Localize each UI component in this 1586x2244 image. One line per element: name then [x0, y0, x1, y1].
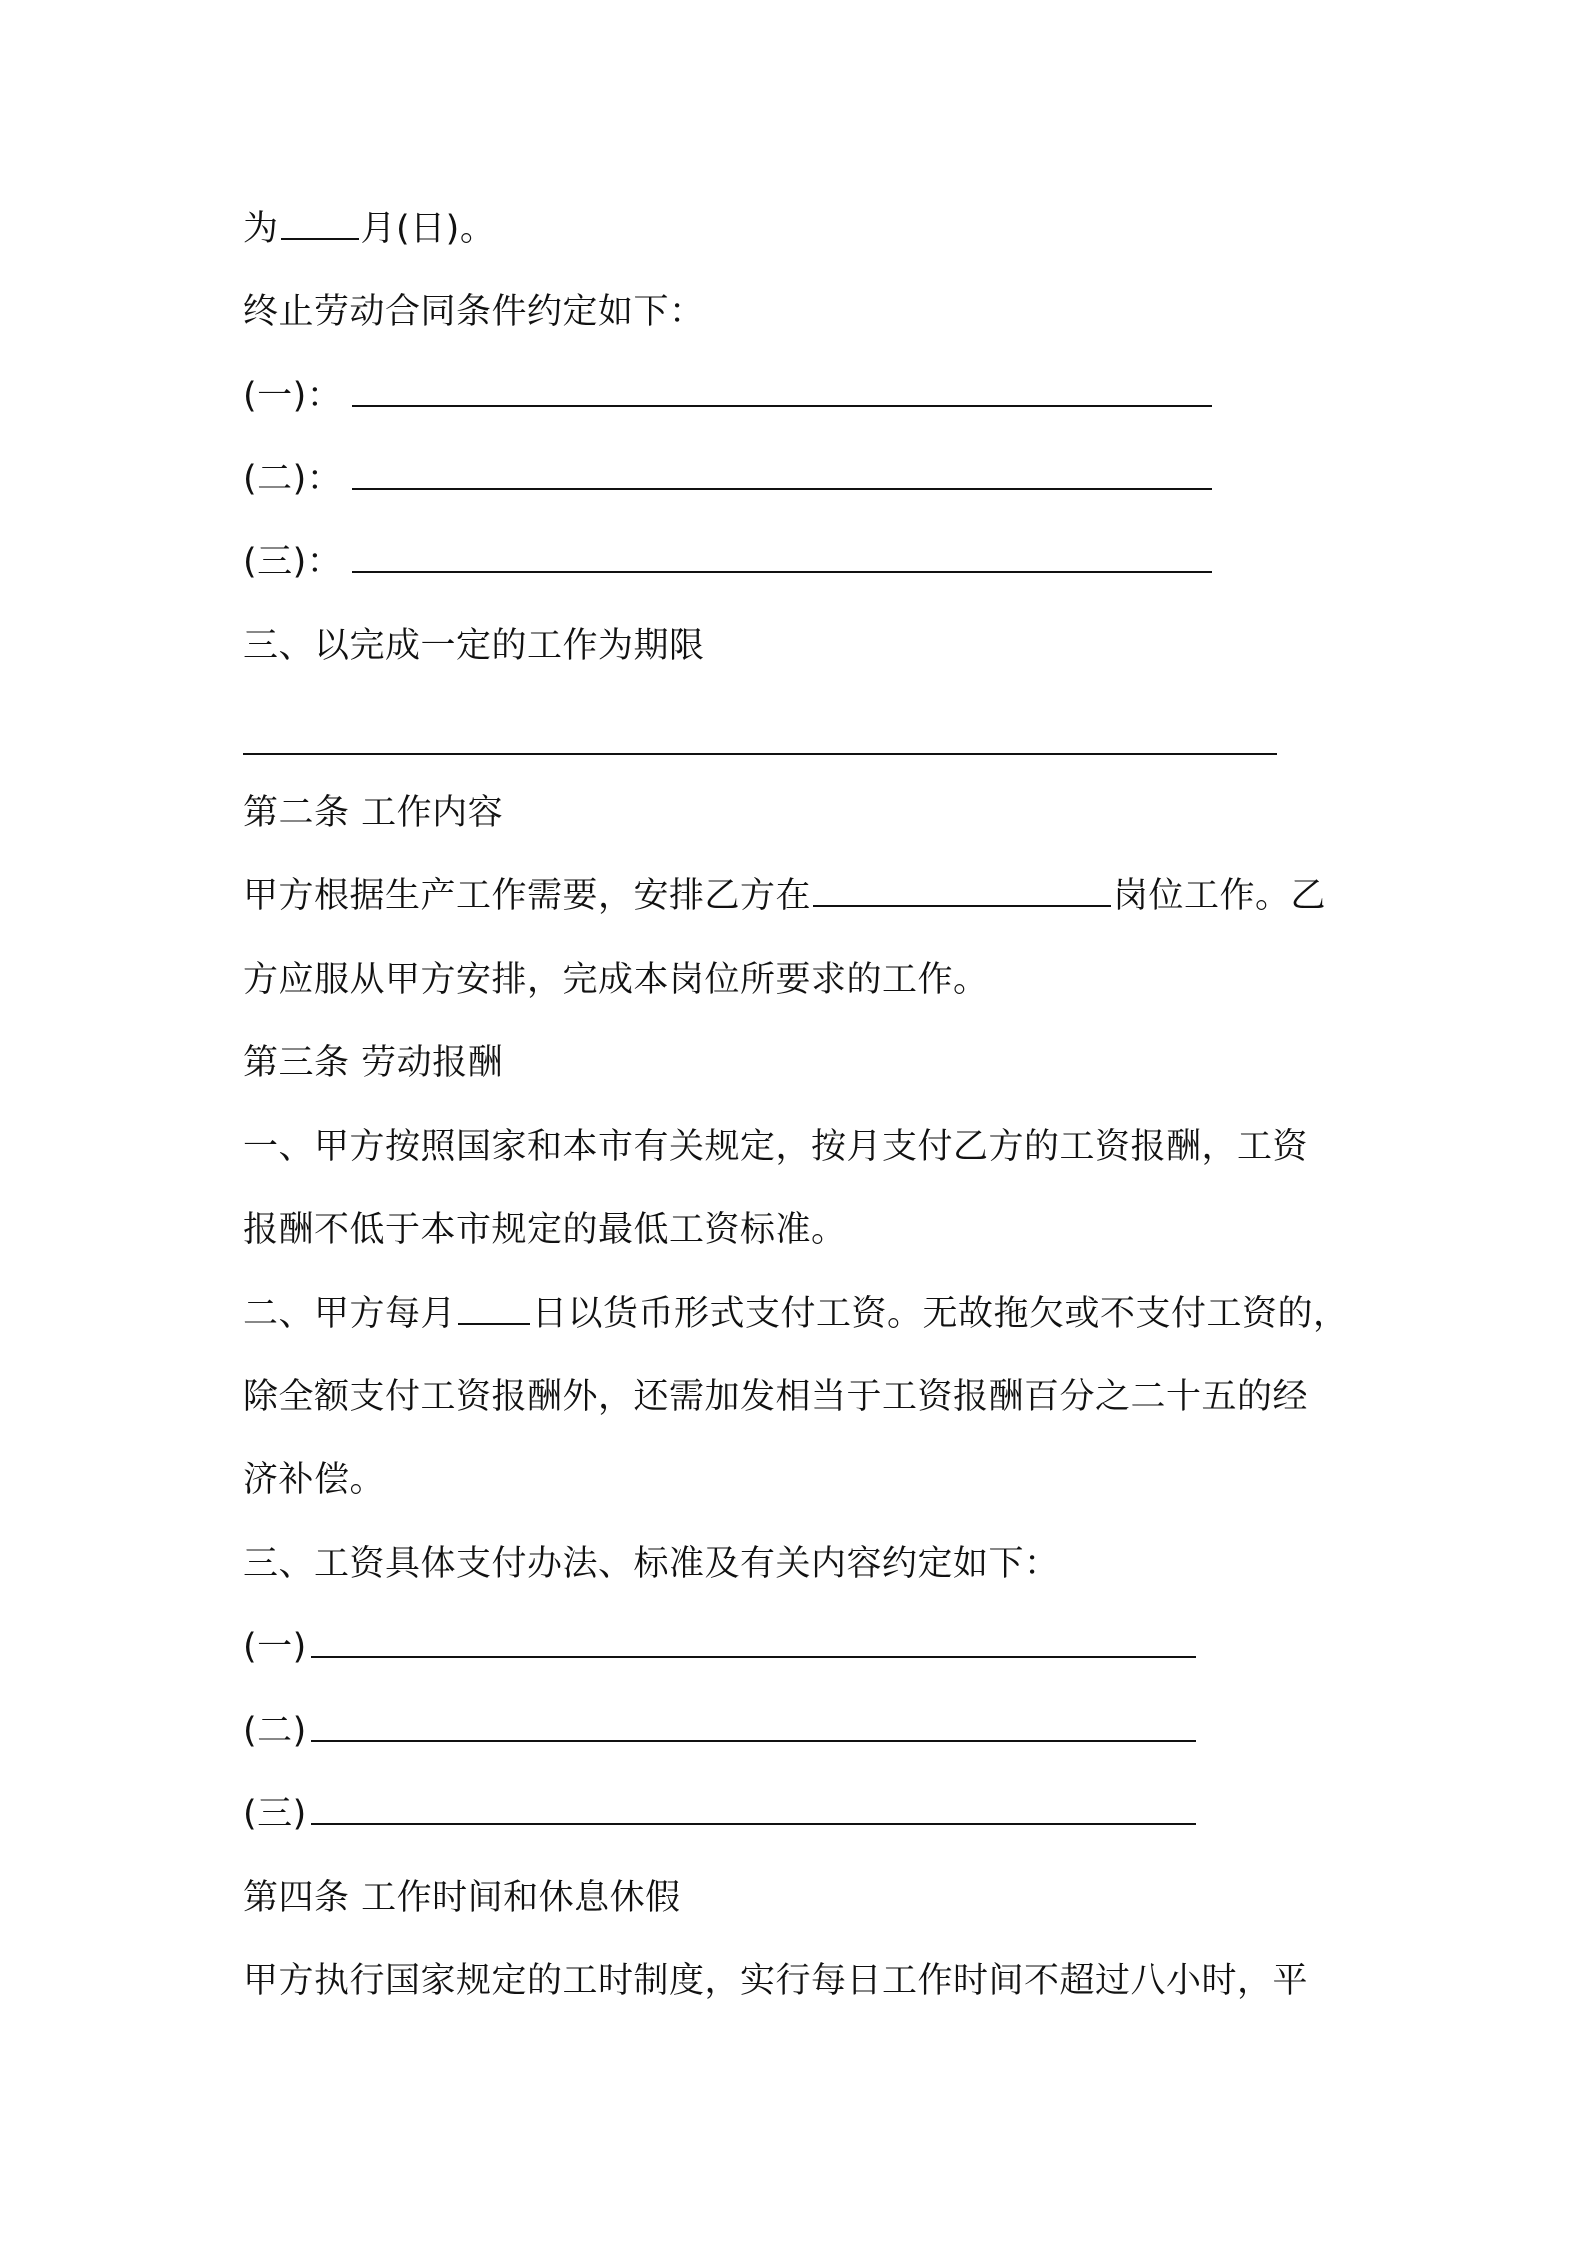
blank-task-based-term: [243, 753, 1277, 755]
article-2-title: 第二条 工作内容: [243, 793, 504, 833]
article-3-clause-3-heading: 三、工资具体支付办法、标准及有关内容约定如下：: [243, 1544, 1060, 1584]
item-label: (一): [243, 1627, 307, 1667]
article-3-clause-2-line-1: [243, 1291, 1349, 1337]
wage-item-1: [243, 1624, 1196, 1670]
article-3-clause-1-line-2: 报酬不低于本市规定的最低工资标准。: [243, 1210, 847, 1250]
article-2-para-line-1: [243, 873, 1326, 919]
blank-termination-1: [352, 375, 1212, 407]
line-text: 二、甲方每月: [243, 1294, 457, 1334]
article-2-para-line-2: 方应服从甲方安排，完成本岗位所要求的工作。: [243, 960, 989, 1000]
termination-item-2: [243, 456, 1212, 502]
line-text: 甲方根据生产工作需要，安排乙方在: [243, 876, 812, 916]
line-text: 月(日)。: [360, 209, 496, 249]
termination-item-1: [243, 373, 1212, 419]
blank-pay-day: [458, 1293, 530, 1325]
article-3-clause-1-line-1: 一、甲方按照国家和本市有关规定，按月支付乙方的工资报酬，工资: [243, 1127, 1309, 1167]
item-label: (三): [243, 1794, 307, 1834]
article-3-clause-2-line-3: 济补偿。: [243, 1460, 386, 1500]
blank-month: [281, 208, 359, 240]
blank-wage-3: [311, 1793, 1196, 1825]
article-3-clause-2-line-2: 除全额支付工资报酬外，还需加发相当于工资报酬百分之二十五的经: [243, 1377, 1309, 1417]
wage-item-2: [243, 1708, 1196, 1754]
wage-item-3: [243, 1791, 1196, 1837]
item-label: (一)：: [243, 376, 343, 416]
blank-wage-1: [311, 1626, 1196, 1658]
blank-wage-2: [311, 1710, 1196, 1742]
line-text: 日以货币形式支付工资。无故拖欠或不支付工资的，: [532, 1294, 1349, 1334]
article-3-title: 第三条 劳动报酬: [243, 1043, 504, 1083]
item-label: (三)：: [243, 542, 343, 582]
blank-termination-2: [352, 458, 1212, 490]
termination-item-3: [243, 539, 1212, 585]
task-based-term-heading: 三、以完成一定的工作为期限: [243, 626, 705, 666]
blank-termination-3: [352, 541, 1212, 573]
line-text: 为: [243, 209, 279, 249]
article-4-para-line-1: 甲方执行国家规定的工时制度，实行每日工作时间不超过八小时，平: [243, 1961, 1309, 2001]
item-label: (二)：: [243, 459, 343, 499]
line-text: 岗位工作。乙: [1113, 876, 1327, 916]
item-label: (二): [243, 1711, 307, 1751]
line-period-unit: [243, 206, 495, 252]
article-4-title: 第四条 工作时间和休息休假: [243, 1878, 681, 1918]
blank-position: [813, 875, 1111, 907]
termination-conditions-heading: 终止劳动合同条件约定如下：: [243, 292, 705, 332]
